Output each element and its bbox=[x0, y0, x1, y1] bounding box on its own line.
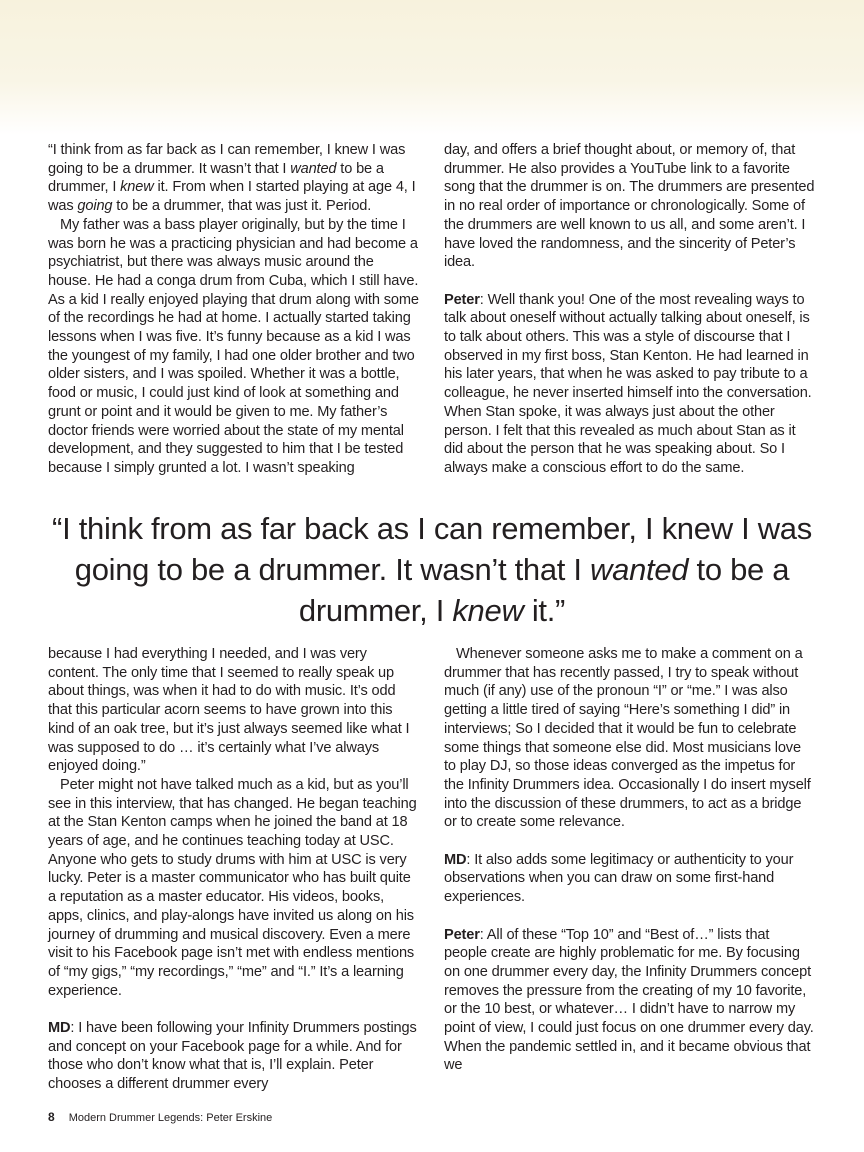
article-paragraph: Peter might not have talked much as a kid, but as you’ll see in this interview, that has changed. He began teaching at the Stan Kenton camps when he joined the band at 18 years of age, and he continues teaching today at USC. Anyone who gets to study drums with him at USC is very lucky. Peter is a master communicator who has built quite a reputation as a master educator. His videos, books, apps, clinics, and play-alongs have invited us along on his journey of drumming and musical discovery. Even a mere visit to his Facebook page isn’t met with endless mentions of “my gigs,” “my recordings,” “me” and “I.” It’s a learning experience. bbox=[48, 776, 417, 999]
publication-title: Modern Drummer Legends: Peter Erskine bbox=[68, 1112, 273, 1124]
question-text: : It also adds some legitimacy or authenticity to your observations when you can draw on some first-hand experiences. bbox=[444, 851, 794, 906]
article-paragraph bbox=[48, 1019, 420, 1094]
article-paragraph: Whenever someone asks me to make a comment on a drummer that has recently passed, I try to speak without much (if any) use of the pronoun “I” or “me.” I was also getting a little tired of saying “Here’s something I did” in interviews; So I decided that it would be fun to celebrate some things that someone else did. Most musicians love to play DJ, so those ideas converged as the impetus for the Infinity Drummers idea. Occasionally I do insert myself into the discussion of these drummers, to act as a bridge or to create some relevance. bbox=[444, 646, 811, 831]
emphasis-text: knew bbox=[452, 593, 524, 628]
article-paragraph bbox=[444, 851, 816, 907]
article-column-top-left bbox=[48, 141, 420, 478]
speaker-label: Peter bbox=[444, 926, 480, 943]
answer-text: : Well thank you! One of the most revealing ways to talk about oneself without actually talking about oneself, is to talk about others. This was a style of discourse that I observed in my first boss, Stan Kenton. He had learned in his later years, that when he was asked to pay tribute to a colleague, he never inserted himself into the conversation. When Stan spoke, it was always just about the other person. I felt that this revealed as much about Stan as it did about the person that he was speaking about. So I always make a conscious effort to do the same. bbox=[444, 291, 812, 476]
question-text: : I have been following your Infinity Drummers postings and concept on your Facebook page for a while. And for those who don’t know what that is, I’ll explain. Peter chooses a different drummer every bbox=[48, 1020, 417, 1093]
answer-text: : All of these “Top 10” and “Best of…” lists that people create are highly problematic for me. By focusing on one drummer every day, the Infinity Drummers concept removes the pressure from the creating of my 10 favorite, or the 10 best, or whatever… I didn’t have to narrow my point of view, I could just focus on one drummer every day. When the pandemic settled in, and it became obvious that we bbox=[444, 926, 814, 1074]
emphasis-text: wanted bbox=[590, 552, 689, 587]
article-paragraph: “I think from as far back as I can remember, I knew I was going to be a drummer. It wasn’t that I wanted to be a drummer, I knew it. From when I started playing at age 4, I was going to be a drummer, that was just it. Period. bbox=[48, 142, 416, 215]
article-paragraph bbox=[444, 926, 816, 1076]
emphasis-text: wanted bbox=[290, 160, 337, 177]
header-band bbox=[0, 0, 864, 135]
article-paragraph: My father was a bass player originally, but by the time I was born he was a practicing physician and had become a psychiatrist, but there was always music around the house. He had a conga drum from Cuba, which I still have. As a kid I really enjoyed playing that drum along with some of the recordings he had at home. I actually started taking lessons when I was five. It’s funny because as a kid I was the youngest of my family, I had one older brother and two older sisters, and I was spoiled. Whether it was a bottle, food or music, I could just kind of look at something and grunt or point and it would be given to me. My father’s doctor friends were worried about the state of my mental development, and they suggested to him that I be tested because I simply grunted a lot. I wasn’t speaking bbox=[48, 216, 419, 476]
speaker-label: MD bbox=[48, 1020, 71, 1037]
article-paragraph bbox=[444, 291, 816, 478]
speaker-label: MD bbox=[444, 851, 467, 868]
emphasis-text: going bbox=[77, 198, 113, 215]
article-paragraph: because I had everything I needed, and I was very content. The only time that I seemed to really speak up about things, was when it had to do with music. It’s odd that this particular acorn seems to have grown into this kind of an oak tree, but it’s just always seemed like what I was supposed to do … it’s certainly what I’ve always enjoyed doing.” bbox=[48, 646, 410, 775]
article-column-bottom-left bbox=[48, 645, 420, 1094]
pull-quote: “I think from as far back as I can remember, I knew I was going to be a drummer. It wasn’t that I wanted to be a drummer, I knew it.” bbox=[52, 511, 812, 628]
article-column-bottom-right bbox=[444, 645, 816, 1075]
page-footer bbox=[48, 1110, 272, 1125]
speaker-label: Peter bbox=[444, 291, 480, 308]
emphasis-text: knew bbox=[120, 179, 154, 196]
article-paragraph: day, and offers a brief thought about, or memory of, that drummer. He also provides a YouTube link to a favorite song that the drummer is on. The drummers are presented in no real order of importance or chronologically. Some of the drummers are well known to us all, and some aren’t. I have loved the randomness, and the sincerity of Peter’s idea. bbox=[444, 142, 815, 271]
page-number: 8 bbox=[48, 1110, 55, 1124]
article-column-top-right bbox=[444, 141, 816, 478]
